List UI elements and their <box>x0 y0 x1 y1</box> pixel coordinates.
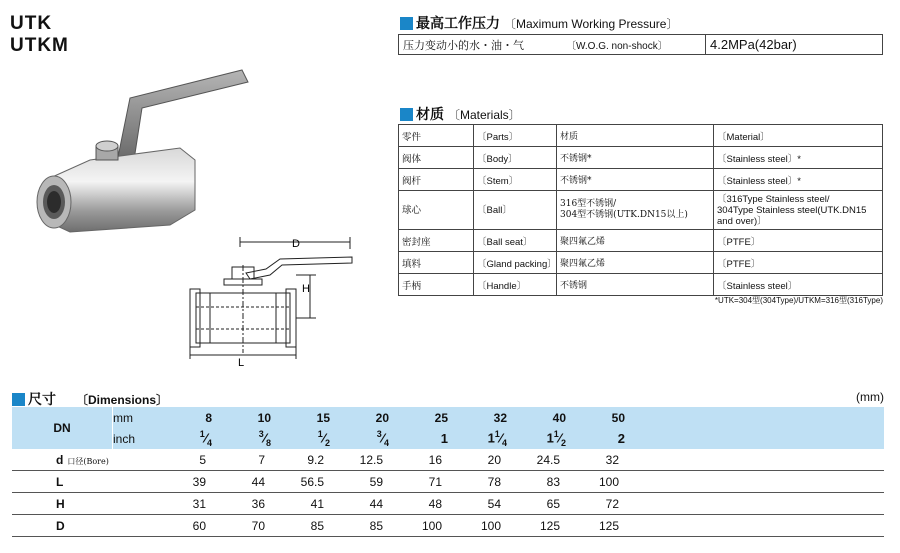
dn-mm: 10 <box>212 407 271 428</box>
dim-value: 100 <box>421 518 442 533</box>
dimensions-heading <box>12 389 168 409</box>
dn-mm: 50 <box>566 407 625 428</box>
dim-value: 31 <box>192 496 206 511</box>
inch-fraction <box>259 429 271 448</box>
inch-slash: ⁄ <box>499 430 502 446</box>
dim-value: 7 <box>258 452 265 467</box>
inch-fraction <box>618 431 625 446</box>
inch-whole: 1 <box>487 430 495 446</box>
dim-header-mm <box>12 407 884 428</box>
inch-slash: ⁄ <box>322 430 325 446</box>
pressure-heading <box>400 13 678 33</box>
model-utk: UTK <box>10 13 53 34</box>
label-h: H <box>302 283 310 295</box>
dim-row <box>12 449 884 471</box>
label-l: L <box>238 357 245 369</box>
dim-value: 100 <box>598 474 619 489</box>
dn-mm: 25 <box>389 407 448 428</box>
material-row <box>399 230 883 252</box>
section-marker <box>400 17 413 30</box>
dim-symbol: d <box>56 452 64 467</box>
dim-value: 44 <box>251 474 265 489</box>
inch-label: inch <box>113 428 154 449</box>
material-row <box>399 125 883 147</box>
part-en: 〔Stem〕 <box>474 169 557 191</box>
dim-value: 78 <box>487 474 501 489</box>
inch-fraction <box>547 429 566 448</box>
dim-value: 85 <box>310 518 324 533</box>
dim-value: 71 <box>428 474 442 489</box>
inch-num: 1 <box>317 429 323 440</box>
material-en: 〔Stainless steel〕* <box>714 169 883 191</box>
materials-title: 材质 <box>416 106 444 122</box>
inch-whole: 1 <box>440 431 448 446</box>
inch-whole: 2 <box>617 431 625 446</box>
dim-value: 54 <box>487 496 501 511</box>
part-cn: 阀体 <box>399 147 474 169</box>
part-en: 〔Ball〕 <box>474 191 557 230</box>
inch-slash: ⁄ <box>558 430 561 446</box>
dim-sub: 口径(Bore) <box>67 456 109 466</box>
pressure-value: 4.2MPa(42bar) <box>706 35 883 55</box>
row-spacer <box>625 449 884 471</box>
dim-value: 59 <box>369 474 383 489</box>
inch-num: 3 <box>376 429 382 440</box>
dimensions-subtitle: 〔Dimensions〕 <box>76 392 169 407</box>
part-en: 〔Handle〕 <box>474 274 557 296</box>
dn-inch <box>212 428 271 449</box>
part-en: 〔Gland packing〕 <box>474 252 557 274</box>
inch-den: 4 <box>501 437 507 448</box>
material-row <box>399 252 883 274</box>
material-cn: 聚四氟乙烯 <box>557 252 714 274</box>
material-row <box>399 147 883 169</box>
pressure-table <box>398 34 883 55</box>
dim-value: 100 <box>480 518 501 533</box>
header-spacer <box>625 407 884 428</box>
model-utkm: UTKM <box>10 35 69 56</box>
inch-den: 2 <box>324 437 330 448</box>
part-cn: 阀杆 <box>399 169 474 191</box>
inch-den: 4 <box>206 437 212 448</box>
material-en: 〔316Type Stainless steel/ 304Type Stainless steel(UTK.DN15 and over)〕 <box>714 191 883 230</box>
dn-inch <box>448 428 507 449</box>
inch-fraction <box>318 429 330 448</box>
dim-row-label <box>12 471 153 493</box>
row-spacer <box>625 471 884 493</box>
inch-slash: ⁄ <box>381 430 384 446</box>
material-en: 〔PTFE〕 <box>714 252 883 274</box>
inch-slash: ⁄ <box>204 430 207 446</box>
inch-fraction <box>200 429 212 448</box>
dim-row-label <box>12 515 153 537</box>
dim-symbol: L <box>56 474 64 489</box>
pressure-subtitle: 〔Maximum Working Pressure〕 <box>504 16 679 31</box>
part-cn: 球心 <box>399 191 474 230</box>
dim-row <box>12 493 884 515</box>
valve-photo <box>30 60 280 235</box>
dim-value: 5 <box>199 452 206 467</box>
dn-mm: 20 <box>330 407 389 428</box>
material-cn: 316型不锈钢/ 304型不锈钢(UTK.DN15以上) <box>557 191 714 230</box>
dn-mm: 8 <box>153 407 212 428</box>
section-marker <box>400 108 413 121</box>
section-marker <box>12 393 25 406</box>
materials-table <box>398 124 883 296</box>
part-cn: 填料 <box>399 252 474 274</box>
inch-num: 3 <box>258 429 264 440</box>
pressure-label-cn: 压力变动小的水・油・气 <box>403 39 524 52</box>
dim-value: 72 <box>605 496 619 511</box>
dimensions-title: 尺寸 <box>28 391 56 407</box>
label-d: D <box>292 238 300 250</box>
inch-den: 2 <box>560 437 566 448</box>
materials-note: *UTK=304型(304Type)/UTKM=316型(316Type) <box>714 296 883 305</box>
dim-value: 32 <box>605 452 619 467</box>
header-spacer <box>625 428 884 449</box>
part-en: 〔Ball seat〕 <box>474 230 557 252</box>
dim-value: 65 <box>546 496 560 511</box>
dn-mm: 32 <box>448 407 507 428</box>
dim-row-label <box>12 449 153 471</box>
materials-heading <box>400 104 521 124</box>
dim-header-inch <box>12 428 884 449</box>
material-en: 〔Stainless steel〕* <box>714 147 883 169</box>
inch-fraction <box>441 431 448 446</box>
inch-slash: ⁄ <box>263 430 266 446</box>
dim-value: 20 <box>487 452 501 467</box>
inch-den: 4 <box>383 437 389 448</box>
material-cn: 不锈钢 <box>557 274 714 296</box>
part-en: 〔Parts〕 <box>474 125 557 147</box>
dim-value: 39 <box>192 474 206 489</box>
part-cn: 手柄 <box>399 274 474 296</box>
mm-label: mm <box>113 407 154 428</box>
dim-value: 56.5 <box>300 474 324 489</box>
pressure-label-en: 〔W.O.G. non-shock〕 <box>566 41 668 52</box>
part-cn: 零件 <box>399 125 474 147</box>
material-en: 〔PTFE〕 <box>714 230 883 252</box>
part-cn: 密封座 <box>399 230 474 252</box>
dim-row <box>12 515 884 537</box>
dim-value: 44 <box>369 496 383 511</box>
inch-num: 1 <box>553 429 559 440</box>
row-spacer <box>625 515 884 537</box>
dn-inch <box>330 428 389 449</box>
materials-subtitle: 〔Materials〕 <box>448 107 521 122</box>
material-cn: 不锈钢* <box>557 147 714 169</box>
inch-num: 1 <box>199 429 205 440</box>
dn-inch <box>566 428 625 449</box>
dim-value: 16 <box>428 452 442 467</box>
dn-mm: 40 <box>507 407 566 428</box>
dim-value: 125 <box>598 518 619 533</box>
material-row <box>399 191 883 230</box>
dimensions-table <box>12 407 884 537</box>
material-cn: 聚四氟乙烯 <box>557 230 714 252</box>
dim-value: 12.5 <box>359 452 383 467</box>
part-en: 〔Body〕 <box>474 147 557 169</box>
dim-value: 85 <box>369 518 383 533</box>
material-row <box>399 274 883 296</box>
dim-row <box>12 471 884 493</box>
dim-value: 83 <box>546 474 560 489</box>
inch-fraction <box>377 429 389 448</box>
inch-whole: 1 <box>546 430 554 446</box>
dim-value: 48 <box>428 496 442 511</box>
dim-value: 70 <box>251 518 265 533</box>
material-row <box>399 169 883 191</box>
dim-row-label <box>12 493 153 515</box>
material-en: 〔Material〕 <box>714 125 883 147</box>
dim-value: 41 <box>310 496 324 511</box>
dn-inch <box>153 428 212 449</box>
dim-value: 9.2 <box>307 452 324 467</box>
dimensions-unit: (mm) <box>856 390 884 404</box>
inch-num: 1 <box>494 429 500 440</box>
pressure-title: 最高工作压力 <box>416 15 500 31</box>
dim-symbol: D <box>56 518 65 533</box>
dn-inch <box>507 428 566 449</box>
dimension-drawing <box>180 235 360 370</box>
dn-label: DN <box>12 407 113 449</box>
row-spacer <box>625 493 884 515</box>
dim-value: 125 <box>539 518 560 533</box>
dn-inch <box>271 428 330 449</box>
dim-value: 36 <box>251 496 265 511</box>
inch-fraction <box>488 429 507 448</box>
inch-den: 8 <box>265 437 271 448</box>
dim-value: 24.5 <box>536 452 560 467</box>
material-cn: 材质 <box>557 125 714 147</box>
material-cn: 不锈钢* <box>557 169 714 191</box>
dim-value: 60 <box>192 518 206 533</box>
dim-symbol: H <box>56 496 65 511</box>
dn-mm: 15 <box>271 407 330 428</box>
dn-inch <box>389 428 448 449</box>
material-en: 〔Stainless steel〕 <box>714 274 883 296</box>
